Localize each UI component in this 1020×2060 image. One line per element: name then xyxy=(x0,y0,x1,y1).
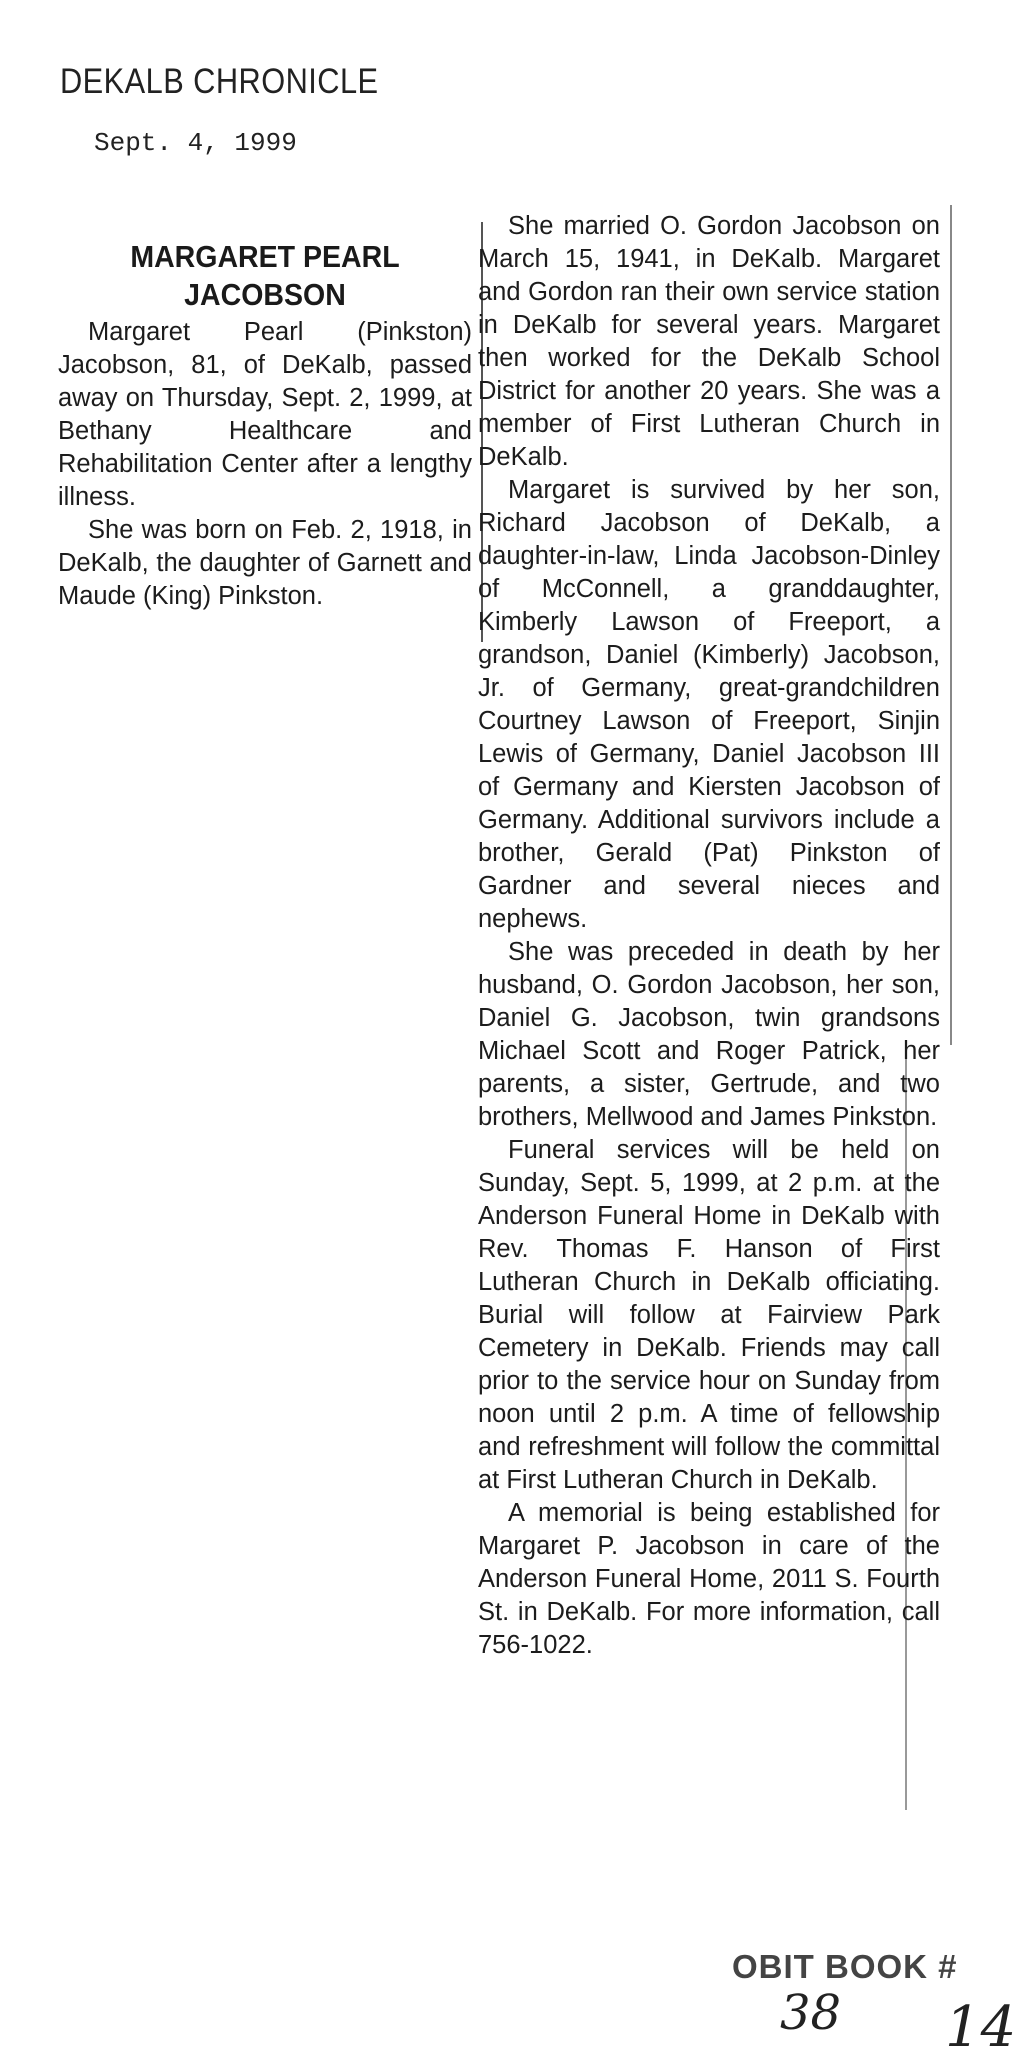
column-rule-right-upper xyxy=(950,205,952,1045)
headline-line-2: JACOBSON xyxy=(184,277,346,312)
headline-line-1: MARGARET PEARL xyxy=(130,239,400,274)
paragraph-preceded: She was preceded in death by her husband, O. Gordon Jacobson, her son, Daniel G. Jacobson, twin grandsons Michael Scott and Roger Patrick, her parents, a sister, Gertrude, and two brothers, Mellwood and James Pinkston. xyxy=(478,938,940,1131)
paragraph-survivors: Margaret is survived by her son, Richard Jacobson of DeKalb, a daughter-in-law, Linda Jacobson-Dinley of McConnell, a granddaughter, Kimberly Lawson of Freeport, a grandson, Daniel (Kimberly) Jacobson, Jr. of Germany, great-grandchildren Courtney Lawson of Freeport, Sinjin Lewis of Germany, Daniel Jacobson III of Germany and Kiersten Jacobson of Germany. Additional survivors include a brother, Gerald (Pat) Pinkston of Gardner and several nieces and nephews. xyxy=(478,476,940,933)
obituary-left-column xyxy=(58,238,472,613)
paragraph-announcement: Margaret Pearl (Pinkston) Jacobson, 81, of DeKalb, passed away on Thursday, Sept. 2, 1999, at Bethany Healthcare and Rehabilitation Center after a lengthy illness. xyxy=(58,318,472,511)
handwritten-book-number: 38 xyxy=(780,1985,842,2041)
obituary-headline xyxy=(75,238,456,314)
paragraph-marriage: She married O. Gordon Jacobson on March 15, 1941, in DeKalb. Margaret and Gordon ran their own service station in DeKalb for several years. Margaret then worked for the DeKalb School District for another 20 years. She was a member of First Lutheran Church in DeKalb. xyxy=(478,212,940,471)
paragraph-birth: She was born on Feb. 2, 1918, in DeKalb, the daughter of Garnett and Maude (King) Pinkston. xyxy=(58,516,472,610)
paragraph-memorial: A memorial is being established for Margaret P. Jacobson in care of the Anderson Funeral Home, 2011 S. Fourth St. in DeKalb. For more information, call 756-1022. xyxy=(478,1499,940,1659)
paragraph-funeral: Funeral services will be held on Sunday, Sept. 5, 1999, at 2 p.m. at the Anderson Funeral Home in DeKalb with Rev. Thomas F. Hanson of First Lutheran Church in DeKalb officiating. Burial will follow at Fairview Park Cemetery in DeKalb. Friends may call prior to the service hour on Sunday from noon until 2 p.m. A time of fellowship and refreshment will follow the committal at First Lutheran Church in DeKalb. xyxy=(478,1136,940,1494)
obituary-right-column xyxy=(478,210,940,1662)
newspaper-name: DEKALB CHRONICLE xyxy=(60,62,379,101)
obit-book-stamp: OBIT BOOK # xyxy=(732,1948,958,1985)
publication-date: Sept. 4, 1999 xyxy=(94,128,297,158)
handwritten-page-number: 14 xyxy=(945,1995,1017,2060)
